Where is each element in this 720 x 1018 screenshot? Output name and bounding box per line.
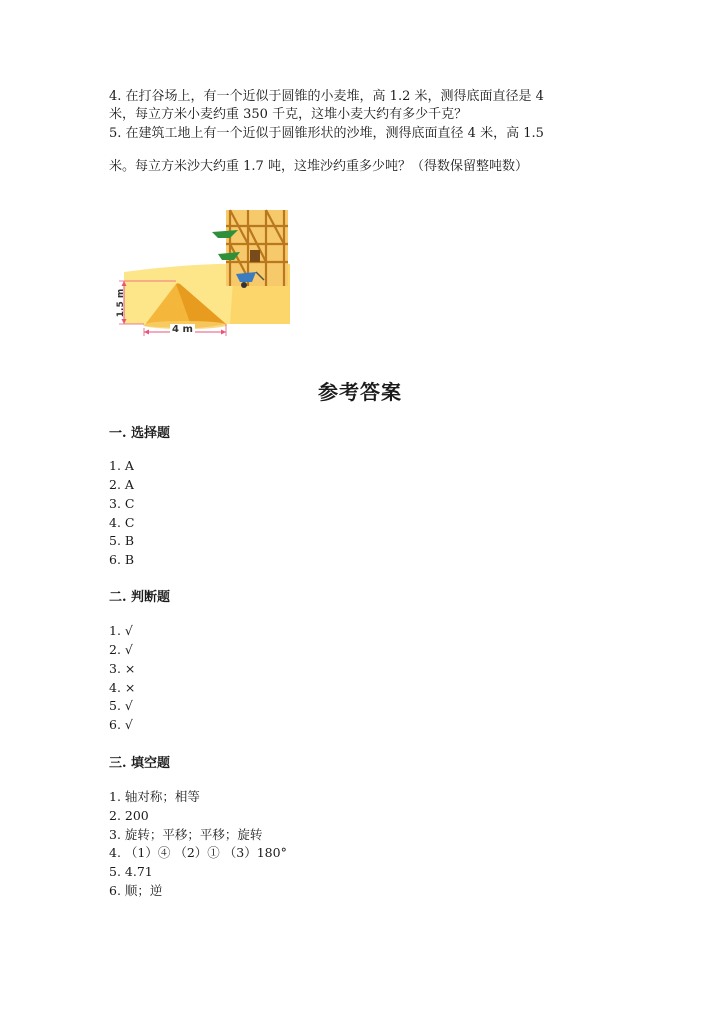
answer-item: 4. （1）④ （2）① （3）180° [109, 845, 287, 860]
question-4-line-2: 米，每立方米小麦约重 350 千克，这堆小麦大约有多少千克？ [109, 107, 468, 122]
question-4-line-1: 4. 在打谷场上，有一个近似于圆锥的小麦堆，高 1.2 米，测得底面直径是 4 [109, 89, 544, 104]
answer-item: 6. B [109, 552, 135, 567]
answer-item: 2. √ [109, 642, 133, 657]
answers-title: 参考答案 [318, 380, 402, 404]
height-dimension-label: 1.5 m [116, 288, 126, 318]
question-5-line-2: 米。每立方米沙大约重 1.7 吨，这堆沙约重多少吨？（得数保留整吨数） [109, 159, 528, 174]
answer-item: 5. 4.71 [109, 864, 153, 879]
answer-item: 3. C [109, 496, 135, 511]
answer-item: 1. 轴对称；相等 [109, 789, 200, 804]
answer-item: 2. 200 [109, 808, 149, 823]
answer-item: 3. 旋转；平移；平移；旋转 [109, 827, 263, 842]
answer-item: 6. 顺；逆 [109, 883, 163, 898]
answer-item: 5. √ [109, 698, 133, 713]
section-heading-choice: 一. 选择题 [109, 426, 171, 441]
answer-item: 4. C [109, 515, 135, 530]
sand-pile-illustration [114, 206, 294, 341]
section-heading-fill-blank: 三. 填空题 [109, 756, 171, 771]
answer-item: 6. √ [109, 717, 133, 732]
width-dimension-label: 4 m [172, 324, 193, 335]
answer-item: 5. B [109, 533, 135, 548]
answer-item: 2. A [109, 477, 134, 492]
answer-item: 1. √ [109, 623, 133, 638]
answer-item: 3. × [109, 661, 136, 676]
question-5-line-1: 5. 在建筑工地上有一个近似于圆锥形状的沙堆，测得底面直径 4 米，高 1.5 [109, 126, 544, 141]
section-heading-judgement: 二. 判断题 [109, 590, 171, 605]
answer-item: 1. A [109, 458, 134, 473]
answer-item: 4. × [109, 680, 136, 695]
